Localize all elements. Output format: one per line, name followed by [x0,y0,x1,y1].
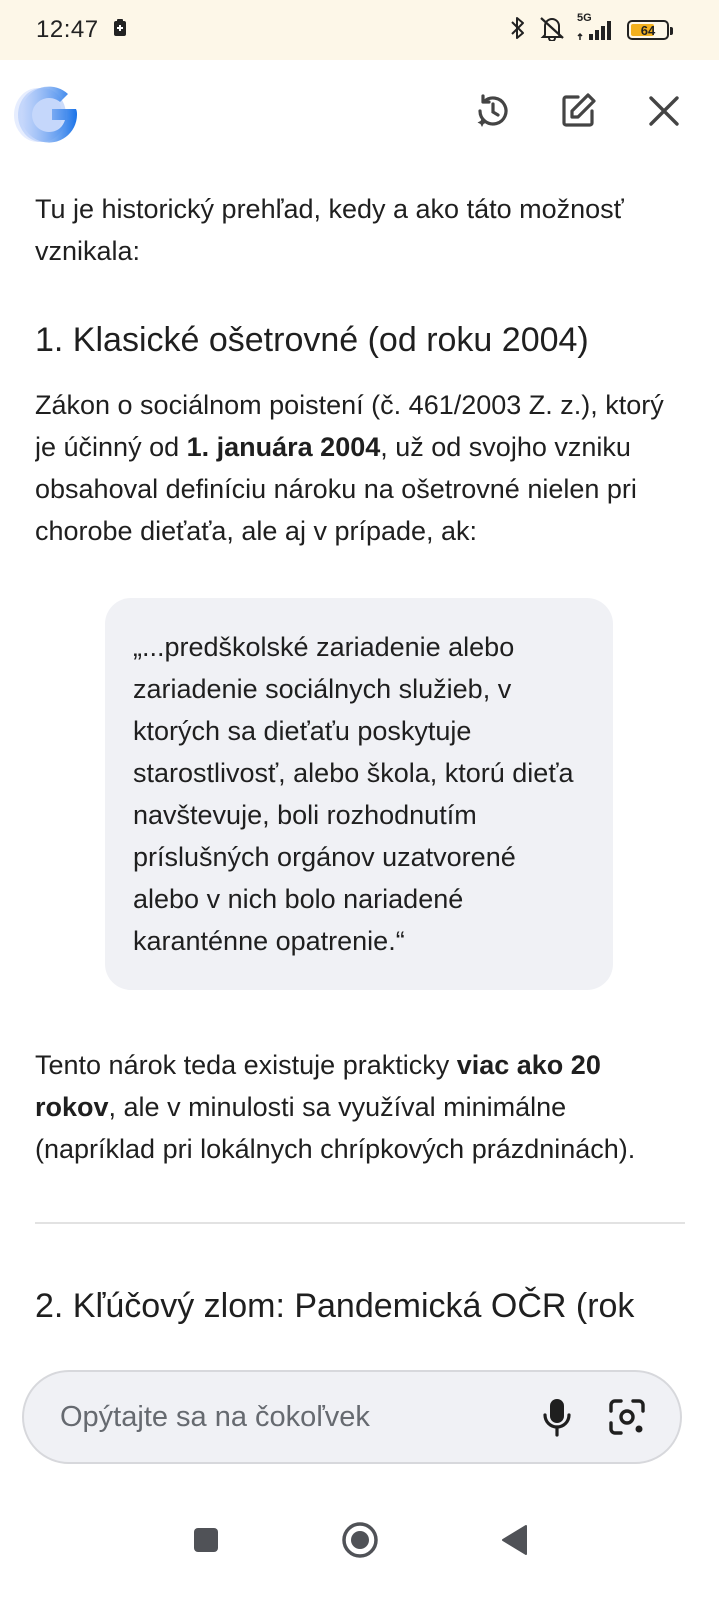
paragraph-2-text-b: , ale v minulosti sa využíval minimálne (napríklad pri lokálnych chrípkových prázdninách). [35,1092,636,1164]
section-divider [35,1222,685,1224]
paragraph-2 [35,1044,685,1170]
lens-button[interactable] [604,1394,650,1440]
home-button[interactable] [338,1518,382,1562]
signal-icon [577,12,617,42]
status-bar [0,0,719,60]
home-circle-icon [340,1520,380,1560]
battery-saver-icon [113,19,127,42]
silent-bell-icon [537,15,567,46]
recents-button[interactable] [184,1518,228,1562]
network-type: 5G [577,12,592,24]
app-header [0,60,719,170]
edit-icon [558,91,598,131]
intro-text: Tu je historický prehľad, kedy a ako táto možnosť vznikala: [35,194,624,266]
google-g-logo-icon[interactable] [10,82,86,148]
quote-text: „...predškolské zariadenie alebo zariadenie sociálnych služieb, v ktorých sa dieťaťu poskytuje starostlivosť, alebo škola, ktorú dieťa navštevuje, boli rozhodnutím príslušných orgánov uzatvorené alebo v nich bolo nariadené karanténne opatrenie.“ [133,632,574,956]
paragraph-1-text-a: Zákon o sociálnom poistení (č. 461/2003 Z. z.), ktorý je účinný od [35,390,664,462]
response-content [35,180,685,1375]
camera-lens-icon [607,1397,647,1437]
paragraph-2-text-a: Tento nárok teda existuje prakticky [35,1050,457,1080]
back-button[interactable] [492,1518,536,1562]
header-actions [471,90,685,132]
square-icon [192,1526,220,1554]
battery-icon [627,20,669,40]
mic-button[interactable] [534,1394,580,1440]
status-left [36,16,127,44]
paragraph-1-text-b: , už od svojho vzniku obsahoval definíciu nároku na ošetrovné nielen pri chorobe dieťaťa, ale aj v prípade, ak: [35,432,637,546]
bluetooth-icon [509,15,527,46]
section1-title: 1. Klasické ošetrovné (od roku 2004) [35,321,589,359]
status-right [509,12,669,46]
battery-level: 64 [640,22,656,38]
close-button[interactable] [643,90,685,132]
paragraph-1-bold: 1. januára 2004 [186,432,381,462]
microphone-icon [542,1397,572,1437]
section2-title: 2. Kľúčový zlom: Pandemická OČR (rok [35,1287,635,1325]
paragraph-2-bold: viac ako 20 rokov [35,1050,601,1122]
back-triangle-icon [499,1523,529,1557]
prompt-input[interactable] [58,1400,510,1435]
history-button[interactable] [471,90,513,132]
paragraph-1 [35,384,685,552]
system-nav-bar [0,1480,719,1600]
edit-button[interactable] [557,90,599,132]
prompt-input-bar [22,1370,682,1464]
history-icon [472,91,512,131]
quote-block [105,598,613,990]
close-icon [646,93,682,129]
status-time: 12:47 [36,16,99,43]
